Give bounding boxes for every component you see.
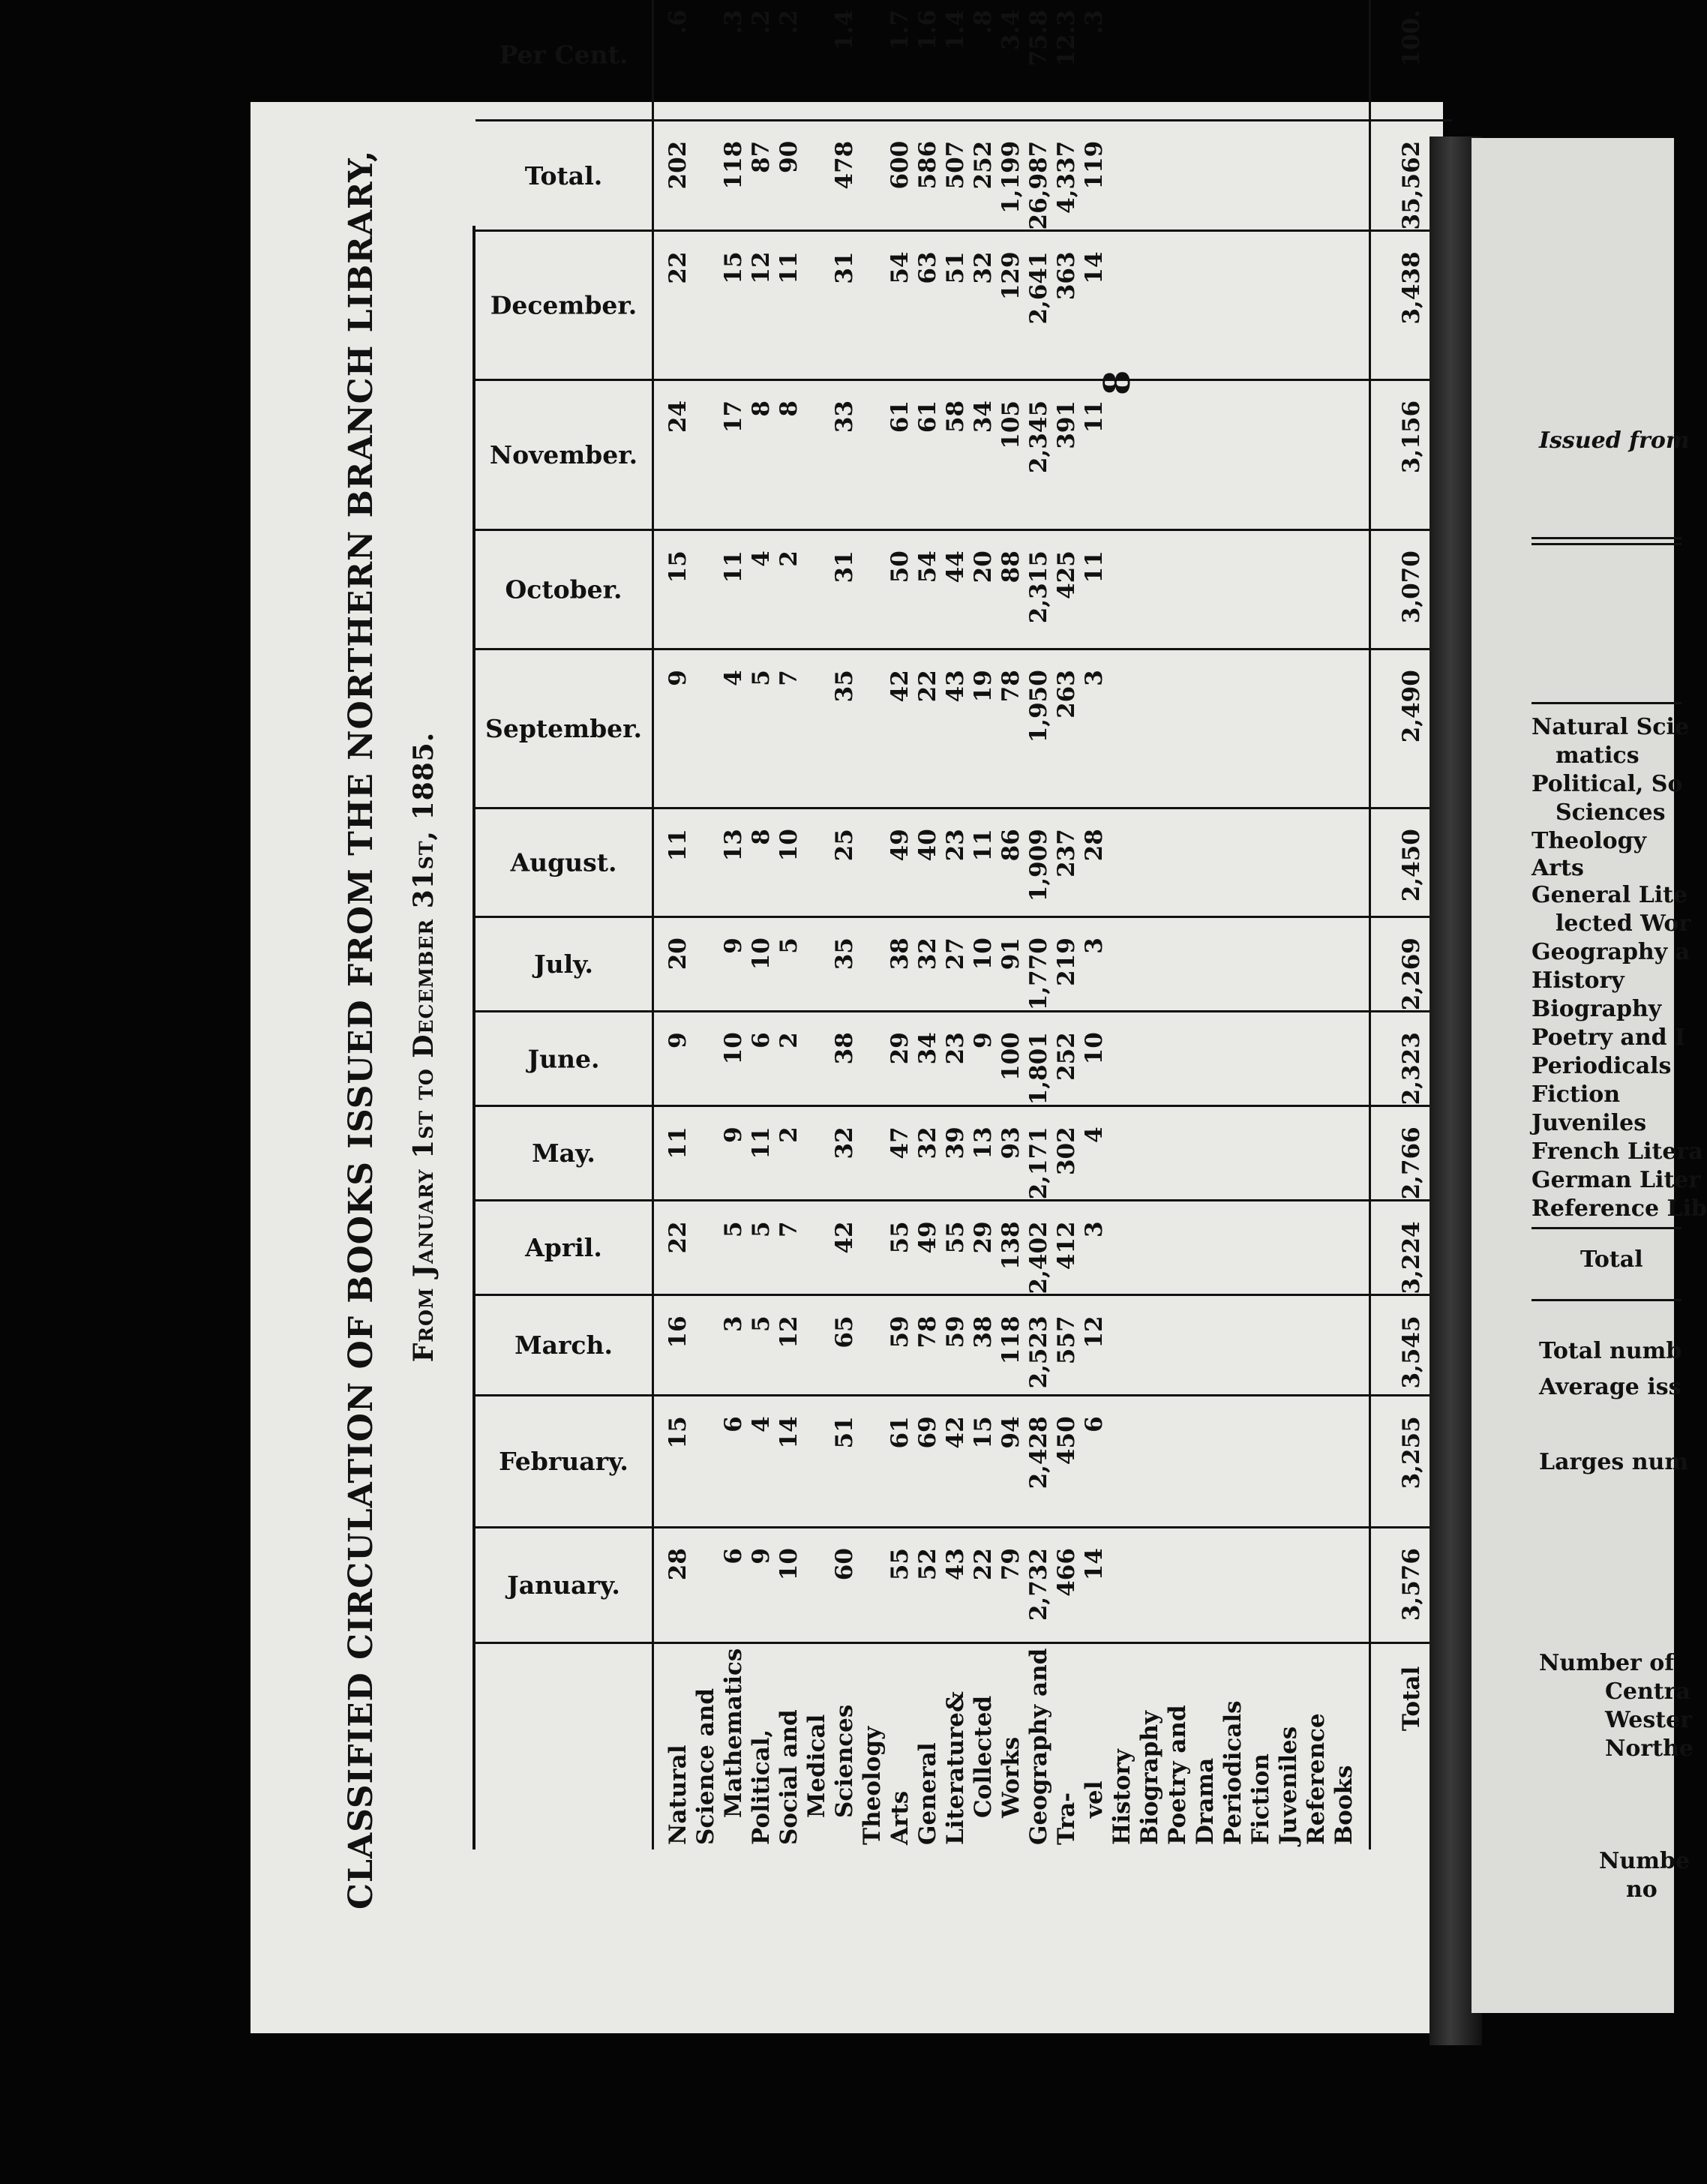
- col-header-august: August.: [476, 808, 653, 917]
- right-line: Biography: [1532, 996, 1662, 1022]
- table-subtitle: From January 1st to December 31st, 1885.: [408, 731, 440, 1363]
- category-label: Fiction: [1247, 1754, 1274, 1845]
- col-header-february: February.: [476, 1396, 653, 1528]
- right-line: Theology: [1532, 828, 1647, 854]
- total-cell: 2,450: [1370, 808, 1453, 917]
- category-label: Juveniles: [1275, 1726, 1302, 1845]
- category-label: History: [1108, 1749, 1136, 1845]
- total-cell: 2,269: [1370, 917, 1453, 1012]
- category-label: Mathematics: [720, 1648, 747, 1818]
- total-cell: 2,490: [1370, 650, 1453, 808]
- right-rule: [1532, 702, 1682, 704]
- right-no: no: [1626, 1876, 1658, 1903]
- left-page: [250, 9, 1443, 2033]
- col-header-december: December.: [476, 231, 653, 380]
- right-line: Juveniles: [1532, 1110, 1647, 1136]
- total-cell: 35,562: [1370, 120, 1453, 231]
- right-line: General Lite: [1532, 882, 1688, 908]
- july-values: 20 9 10 5 35 38 32 27 10 91 1,770 219 3: [653, 917, 1370, 1012]
- category-label: Poetry and Drama: [1164, 1705, 1219, 1845]
- col-header-october: October.: [476, 530, 653, 650]
- may-values: 11 9 11 2 32 47 32 39 13 93 2,171 302 4: [653, 1106, 1370, 1201]
- november-values: 24 17 8 8 33 61 61 58 34 105 2,345 391 11: [653, 380, 1370, 530]
- right-line: Arts: [1532, 855, 1584, 881]
- col-header-total: Total.: [476, 120, 653, 231]
- right-line: Fiction: [1532, 1082, 1621, 1108]
- right-line: Periodicals: [1532, 1053, 1672, 1079]
- header-row: [476, 0, 653, 1850]
- right-western: Wester: [1605, 1707, 1692, 1733]
- total-cell: 2,323: [1370, 1012, 1453, 1106]
- right-number-of: Number of: [1539, 1650, 1675, 1676]
- rotated-table-panel: [250, 9, 1443, 2033]
- col-header-may: May.: [476, 1106, 653, 1201]
- right-line: History: [1532, 968, 1624, 994]
- percent-values: .6 .3 .2 .2 1.4 1.7 1.6 1.4 .8 3.4 75.8 12.3 .3: [653, 0, 1370, 120]
- page-number: 8: [1096, 370, 1138, 395]
- total-cell: 2,766: [1370, 1106, 1453, 1201]
- category-label: Reference Books: [1303, 1713, 1358, 1845]
- right-northern: Northe: [1605, 1736, 1694, 1762]
- right-average: Average iss: [1539, 1374, 1682, 1400]
- right-line: Political, So: [1532, 771, 1683, 797]
- category-header: [476, 1642, 653, 1850]
- total-cell: 100.: [1370, 0, 1453, 120]
- right-line: Reference Lib: [1532, 1196, 1707, 1222]
- category-label: Collected Works: [970, 1695, 1024, 1818]
- total-cell: 3,070: [1370, 530, 1453, 650]
- totals-label: Total: [1370, 1642, 1453, 1850]
- right-line: lected Wor: [1556, 910, 1691, 937]
- april-values: 22 5 5 7 42 55 49 55 29 138 2,402 412 3: [653, 1201, 1370, 1295]
- circulation-table: [476, 0, 1452, 1850]
- category-label: Periodicals: [1220, 1700, 1246, 1845]
- col-header-march: March.: [476, 1295, 653, 1396]
- right-total-number: Total numb: [1539, 1338, 1682, 1364]
- august-values: 11 13 8 10 25 49 40 23 11 86 1,909 237 28: [653, 808, 1370, 917]
- february-values: 15 6 4 14 51 61 69 42 15 94 2,428 450 6: [653, 1396, 1370, 1528]
- category-label: vel: [1081, 1780, 1108, 1818]
- category-label: Natural Science and: [664, 1688, 719, 1845]
- table-body-row: [653, 0, 1370, 1850]
- total-values: 202 118 87 90 478 600 586 507 252 1,199 26,987 4,337 119: [653, 120, 1370, 231]
- total-cell: 3,576: [1370, 1528, 1453, 1643]
- right-rule: [1532, 543, 1682, 545]
- march-values: 16 3 5 12 65 59 78 59 38 118 2,523 557 12: [653, 1295, 1370, 1396]
- total-cell: 3,224: [1370, 1201, 1453, 1295]
- col-header-percent: Per Cent.: [476, 0, 653, 120]
- right-line: matics: [1556, 742, 1640, 769]
- right-heading: Issued from: [1539, 428, 1690, 454]
- total-cell: 3,255: [1370, 1396, 1453, 1528]
- category-label: Geography and Tra-: [1025, 1648, 1080, 1845]
- right-line: Geography a: [1532, 939, 1690, 965]
- right-largest: Larges num: [1539, 1449, 1689, 1475]
- right-line: Natural Scie: [1532, 714, 1690, 740]
- january-values: 28 6 9 10 60 55 52 43 22 79 2,732 466 14: [653, 1528, 1370, 1643]
- june-values: 9 10 6 2 38 29 34 23 9 100 1,801 252 10: [653, 1012, 1370, 1106]
- col-header-june: June.: [476, 1012, 653, 1106]
- right-rule: [1532, 1227, 1682, 1229]
- october-values: 15 11 4 2 31 50 54 44 20 88 2,315 425 11: [653, 530, 1370, 650]
- right-rule: [1532, 537, 1682, 539]
- right-central: Centra: [1605, 1678, 1690, 1705]
- total-cell: 3,438: [1370, 231, 1453, 380]
- category-label: Arts: [886, 1790, 914, 1845]
- december-values: 22 15 12 11 31 54 63 51 32 129 2,641 363 14: [653, 231, 1370, 380]
- col-header-july: July.: [476, 917, 653, 1012]
- total-cell: 3,545: [1370, 1295, 1453, 1396]
- category-label: Theology: [859, 1726, 886, 1845]
- right-line: Sciences: [1556, 800, 1666, 826]
- right-line: Poetry and I: [1532, 1024, 1686, 1051]
- right-rule: [1532, 1299, 1682, 1301]
- category-label: Medical Sciences: [803, 1704, 858, 1818]
- right-total-label: Total: [1580, 1246, 1643, 1273]
- right-number-b: Numbe: [1599, 1848, 1690, 1874]
- col-header-april: April.: [476, 1201, 653, 1295]
- right-page: [1472, 138, 1707, 2013]
- category-label: General Literature&: [914, 1691, 969, 1845]
- category-label: Political, Social and: [748, 1709, 802, 1845]
- right-line: German Liter: [1532, 1167, 1701, 1193]
- category-label: Biography: [1136, 1711, 1163, 1845]
- col-header-november: November.: [476, 380, 653, 530]
- right-line: French Litera: [1532, 1138, 1703, 1165]
- september-values: 9 4 5 7 35 42 22 43 19 78 1,950 263 3: [653, 650, 1370, 808]
- category-column: [653, 1642, 1370, 1850]
- col-header-january: January.: [476, 1528, 653, 1643]
- col-header-september: September.: [476, 650, 653, 808]
- table-title: CLASSIFIED CIRCULATION OF BOOKS ISSUED FROM THE NORTHERN BRANCH LIBRARY,: [342, 149, 380, 1910]
- total-cell: 3,156: [1370, 380, 1453, 530]
